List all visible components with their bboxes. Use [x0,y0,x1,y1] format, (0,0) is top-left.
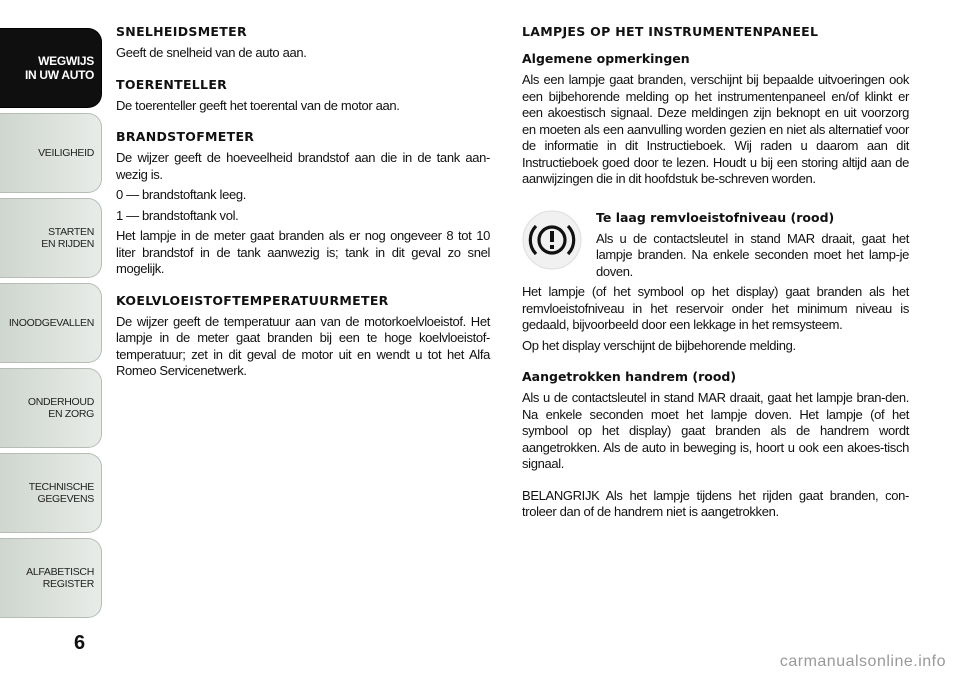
speedometer-text: Geeft de snelheid van de auto aan. [116,45,307,60]
watermark: carmanualsonline.info [779,653,946,670]
speedometer-heading: SNELHEIDSMETER [116,24,247,39]
tab-wegwijs[interactable]: WEGWIJS IN UW AUTO [0,28,102,108]
tab-register[interactable]: ALFABETISCH REGISTER [0,538,102,618]
brake-warning-icon [522,210,582,270]
fuel-gauge-text: De wijzer geeft de hoeveelheid brandstof aan die in de tank aan-wezig is. [116,150,490,182]
tab-starten[interactable]: STARTEN EN RIJDEN [0,198,102,278]
important-note: BELANGRIJK Als het lampje tijdens het rijden gaat branden, con-troleer dan of de handrem niet is aangetrokken. [522,487,909,519]
fuel-empty-text: 0 — brandstoftank leeg. [116,187,246,202]
handbrake-heading: Aangetrokken handrem (rood) [522,369,737,384]
page-number: 6 [74,632,86,654]
tab-onderhoud[interactable]: ONDERHOUD EN ZORG [0,368,102,448]
general-remarks-heading: Algemene opmerkingen [522,51,690,66]
brake-fluid-warning [522,210,909,355]
brake-fluid-text-a: Als u de contactsleutel in stand MAR draait, gaat het lampje branden. Na enkele seconden moet het lamp-je doven. [596,230,909,279]
right-column [522,24,909,525]
brake-fluid-text-b: Het lampje (of het symbool op het display) gaat branden als het remvloeistofniveau in het reservoir onder het minimum niveau is gedaald, bijvoorbeeld door een lekkage in het remsysteem. [522,284,909,332]
fuel-full-text: 1 — brandstoftank vol. [116,207,239,223]
handbrake-text: Als u de contactsleutel in stand MAR draait, gaat het lampje bran-den. Na enkele seconden moet het lampje doven. Het lampje (of het symbool op het display) gaat branden als de handrem wordt aangetrokken. Als de auto in beweging is, hoort u ook een akoes-tisch signaal. [522,390,909,471]
left-column [116,24,490,384]
brake-fluid-text-c: Op het display verschijnt de bijbehorende melding. [522,337,796,353]
fuel-gauge-heading: BRANDSTOFMETER [116,129,255,144]
tachometer-heading: TOERENTELLER [116,76,228,92]
tachometer-text: De toerenteller geeft het toerental van de motor aan. [116,97,400,113]
coolant-text: De wijzer geeft de temperatuur aan van de motorkoelvloeistof. Het lampje in de meter gaat branden bij een te hoge koelvloeistof-temperatuur; zet in dit geval de motor uit en wendt u tot het Alfa Romeo Servicenetwerk. [116,313,490,378]
tab-technische[interactable]: TECHNISCHE GEGEVENS [0,453,102,533]
warning-lights-heading: LAMPJES OP HET INSTRUMENTENPANEEL [522,24,819,39]
chapter-sidebar [0,28,102,623]
coolant-heading: KOELVLOEISTOFTEMPERATUURMETER [116,292,389,308]
brake-fluid-heading: Te laag remvloeistofniveau (rood) [596,209,835,225]
tab-noodgevallen[interactable]: INOODGEVALLEN [0,283,102,363]
tab-veiligheid[interactable]: VEILIGHEID [0,113,102,193]
fuel-warning-text: Het lampje in de meter gaat branden als er nog ongeveer 8 tot 10 liter brandstof in de tank aanwezig is; tank in dit geval zo snel mogelijk. [116,228,490,276]
general-remarks-text: Als een lampje gaat branden, verschijnt bij bepaalde uitvoeringen ook een bijbehorende melding op het instrumentenpaneel en/of klinkt er een akoestisch signaal. Deze meldingen zijn beknopt en uit voorzorg en moeten als een aanvulling worden gezien en niet als alternatief voor de informatie in dit Instructieboek. Wij raden u daarom aan dit Instructieboek goed door te lezen. Houdt u bij een storing altijd aan de aanwijzingen die in dit hoofdstuk be-schreven worden. [522,72,909,186]
